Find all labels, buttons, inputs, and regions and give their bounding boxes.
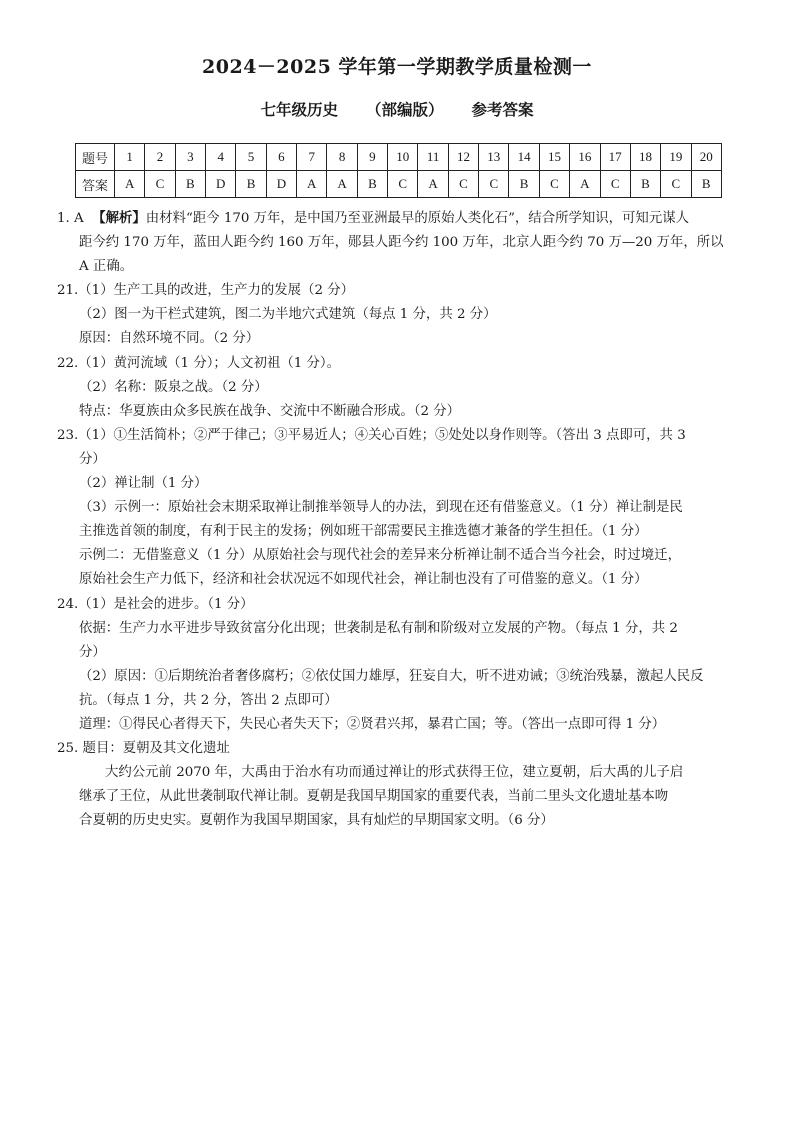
answer-cell: B — [236, 171, 266, 198]
question-number: 17 — [600, 144, 630, 171]
question-number: 10 — [388, 144, 418, 171]
q1-prefix: 1. A — [57, 211, 84, 226]
question-number: 15 — [539, 144, 569, 171]
answer-cell: B — [509, 171, 539, 198]
answer-explanations — [57, 206, 747, 833]
question-number: 13 — [479, 144, 509, 171]
question-number: 14 — [509, 144, 539, 171]
question-number: 6 — [266, 144, 296, 171]
question-number: 5 — [236, 144, 266, 171]
q25-line: 继承了王位，从此世袭制取代禅让制。夏朝是我国早期国家的重要代表，当前二里头文化遗址基本吻 — [79, 789, 669, 805]
subtitle-answers: 参考答案 — [471, 100, 534, 119]
question-number: 16 — [570, 144, 600, 171]
q22-line: （2）名称：阪泉之战。（2 分） — [79, 379, 268, 395]
q24-line: 分） — [79, 644, 106, 660]
q21-line: 21.（1）生产工具的改进，生产力的发展（2 分） — [57, 283, 355, 299]
question-number: 2 — [145, 144, 175, 171]
answer-cell: C — [479, 171, 509, 198]
question-number: 9 — [357, 144, 387, 171]
answer-cell: C — [600, 171, 630, 198]
q1-line: A 正确。 — [79, 259, 134, 275]
answer-cell: C — [539, 171, 569, 198]
q24-line: 24.（1）是社会的进步。（1 分） — [57, 596, 254, 612]
q24-line: 道理：①得民心者得天下，失民心者失天下；②贤君兴邦，暴君亡国；等。（答出一点即可得 1 分） — [79, 716, 666, 732]
answer-cell: D — [206, 171, 236, 198]
question-number: 8 — [327, 144, 357, 171]
q1-line — [57, 206, 747, 231]
q23-line: 23.（1）①生活简朴；②严于律己；③平易近人；④关心百姓；⑤处处以身作则等。（答出 3 点即可，共 3 — [57, 427, 686, 443]
answer-cell: A — [297, 171, 327, 198]
question-number: 3 — [175, 144, 205, 171]
answer-cell: B — [357, 171, 387, 198]
answer-cell: C — [448, 171, 478, 198]
answer-cell: B — [630, 171, 660, 198]
q23-line: （3）示例一：原始社会末期采取禅让制推举领导人的办法，到现在还有借鉴意义。（1 分）禅让制是民 — [79, 500, 683, 516]
q23-line: 主推选首领的制度，有利于民主的发扬；例如班干部需要民主推选德才兼备的学生担任。（1 分） — [79, 524, 648, 540]
q22-line: 特点：华夏族由众多民族在战争、交流中不断融合形成。（2 分） — [79, 403, 461, 419]
answer-cell: A — [327, 171, 357, 198]
subtitle-grade: 七年级历史 — [260, 100, 338, 119]
question-number: 4 — [206, 144, 236, 171]
q23-line: 原始社会生产力低下，经济和社会状况远不如现代社会，禅让制也没有了可借鉴的意义。（1 分） — [79, 572, 648, 588]
answer-cell: A — [418, 171, 448, 198]
page-subtitle — [0, 98, 794, 120]
question-number: 18 — [630, 144, 660, 171]
q21-line: （2）图一为干栏式建筑，图二为半地穴式建筑（每点 1 分，共 2 分） — [79, 307, 497, 323]
answer-table-number-row — [76, 144, 722, 171]
question-number: 12 — [448, 144, 478, 171]
answer-cell: A — [570, 171, 600, 198]
q23-line: 示例二：无借鉴意义（1 分）从原始社会与现代社会的差异来分析禅让制不适合当今社会，时过境迁， — [79, 548, 681, 564]
answer-row-label: 答案 — [76, 171, 115, 198]
number-row-label: 题号 — [76, 144, 115, 171]
q24-line: 抗。（每点 1 分，共 2 分，答出 2 点即可） — [79, 692, 338, 708]
answer-cell: B — [175, 171, 205, 198]
q24-line: （2）原因：①后期统治者奢侈腐朽；②依仗国力雄厚，狂妄自大，听不进劝诫；③统治残暴，激起人民反 — [79, 668, 704, 684]
answer-cell: C — [661, 171, 691, 198]
q24-line: 依据：生产力水平进步导致贫富分化出现；世袭制是私有制和阶级对立发展的产物。（每点 1 分，共 2 — [79, 620, 678, 636]
question-number: 7 — [297, 144, 327, 171]
answer-cell: D — [266, 171, 296, 198]
question-number: 11 — [418, 144, 448, 171]
answer-cell: A — [115, 171, 145, 198]
q21-line: 原因：自然环境不同。（2 分） — [79, 331, 260, 347]
q25-line: 25. 题目：夏朝及其文化遗址 — [57, 741, 230, 757]
answer-cell: B — [691, 171, 721, 198]
answer-cell: C — [388, 171, 418, 198]
q1-text: 由材料“距今 170 万年，是中国乃至亚洲最早的原始人类化石”，结合所学知识，可知元谋人 — [145, 211, 689, 226]
answer-cell: C — [145, 171, 175, 198]
subtitle-edition: （部编版） — [365, 100, 444, 119]
q23-line: （2）禅让制（1 分） — [79, 476, 208, 492]
question-number: 20 — [691, 144, 721, 171]
q23-line: 分） — [79, 451, 106, 467]
q1-line: 距今约 170 万年，蓝田人距今约 160 万年，郧县人距今约 100 万年，北京人距今约 70 万—20 万年，所以 — [79, 235, 724, 251]
answer-table-answer-row — [76, 171, 722, 198]
q22-line: 22.（1）黄河流域（1 分）；人文初祖（1 分）。 — [57, 355, 340, 371]
question-number: 19 — [661, 144, 691, 171]
q1-analysis-tag: 【解析】 — [92, 210, 146, 226]
page-title: 2024－2025 学年第一学期教学质量检测一 — [202, 56, 592, 78]
answer-table — [75, 143, 722, 198]
q25-line: 大约公元前 2070 年，大禹由于治水有功而通过禅让的形式获得王位，建立夏朝，后大禹的儿子启 — [105, 765, 684, 781]
q25-line: 合夏朝的历史史实。夏朝作为我国早期国家，具有灿烂的早期国家文明。（6 分） — [79, 813, 554, 829]
question-number: 1 — [115, 144, 145, 171]
